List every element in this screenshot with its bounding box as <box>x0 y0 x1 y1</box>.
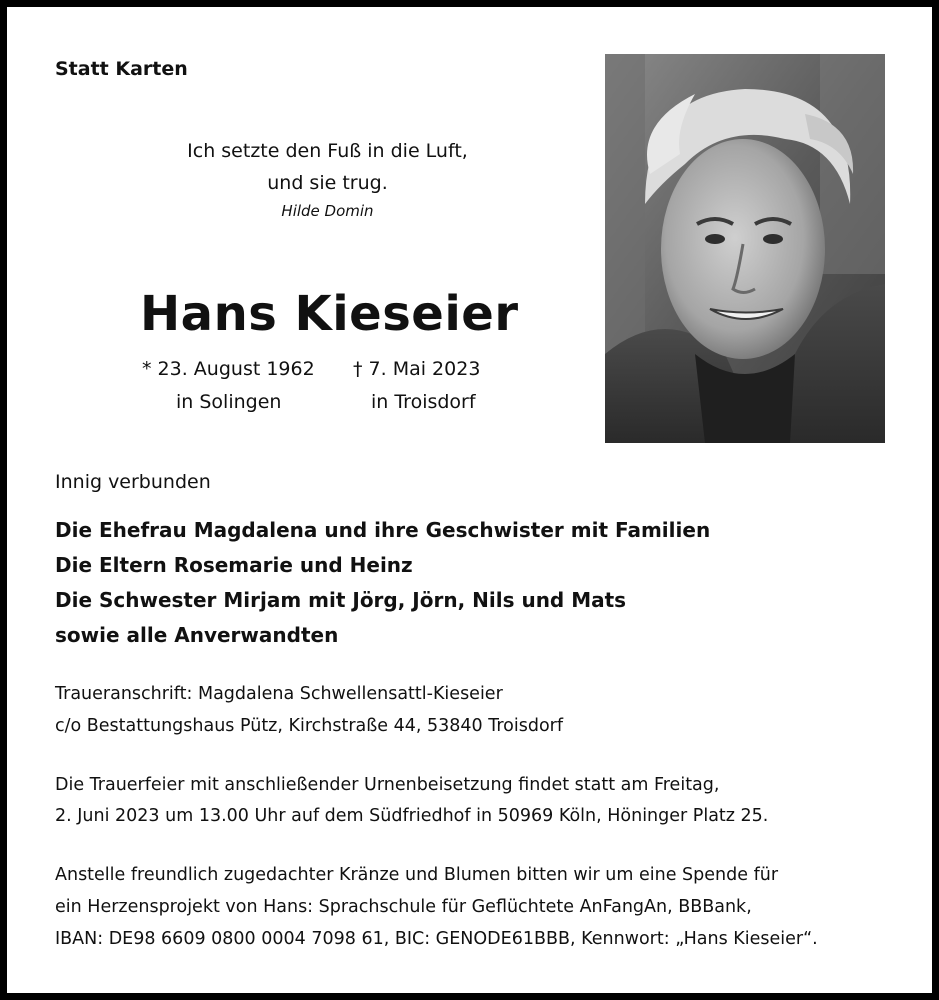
donation-line: Anstelle freundlich zugedachter Kränze und Blumen bitten wir um eine Spende für <box>55 865 779 885</box>
donation-line: ein Herzensprojekt von Hans: Sprachschule für Geflüchtete AnFangAn, BBBank, <box>55 897 752 917</box>
birth-date: * 23. August 1962 <box>142 358 315 380</box>
family-line: sowie alle Anverwandten <box>55 623 339 647</box>
ceremony-line: 2. Juni 2023 um 13.00 Uhr auf dem Südfriedhof in 50969 Köln, Höninger Platz 25. <box>55 806 769 826</box>
header-statt-karten: Statt Karten <box>55 58 188 80</box>
family-line: Die Schwester Mirjam mit Jörg, Jörn, Nils und Mats <box>55 588 627 612</box>
donation-line: IBAN: DE98 6609 0800 0004 7098 61, BIC: GENODE61BBB, Kennwort: „Hans Kieseier“. <box>55 929 818 949</box>
quote-line-1: Ich setzte den Fuß in die Luft, <box>187 140 468 162</box>
ceremony-line: Die Trauerfeier mit anschließender Urnenbeisetzung findet statt am Freitag, <box>55 775 720 795</box>
address-line: c/o Bestattungshaus Pütz, Kirchstraße 44, 53840 Troisdorf <box>55 716 564 736</box>
death-date: † 7. Mai 2023 <box>353 358 481 380</box>
portrait-photo <box>605 54 885 443</box>
family-line: Die Eltern Rosemarie und Heinz <box>55 553 413 577</box>
intro-text: Innig verbunden <box>55 471 211 493</box>
birth-place: in Solingen <box>176 391 282 413</box>
family-line: Die Ehefrau Magdalena und ihre Geschwister mit Familien <box>55 518 711 542</box>
address-line: Traueranschrift: Magdalena Schwellensattl-Kieseier <box>55 684 503 704</box>
quote-line-2: und sie trug. <box>267 172 388 194</box>
quote-author: Hilde Domin <box>281 202 374 220</box>
death-place: in Troisdorf <box>371 391 476 413</box>
deceased-name: Hans Kieseier <box>140 286 519 342</box>
